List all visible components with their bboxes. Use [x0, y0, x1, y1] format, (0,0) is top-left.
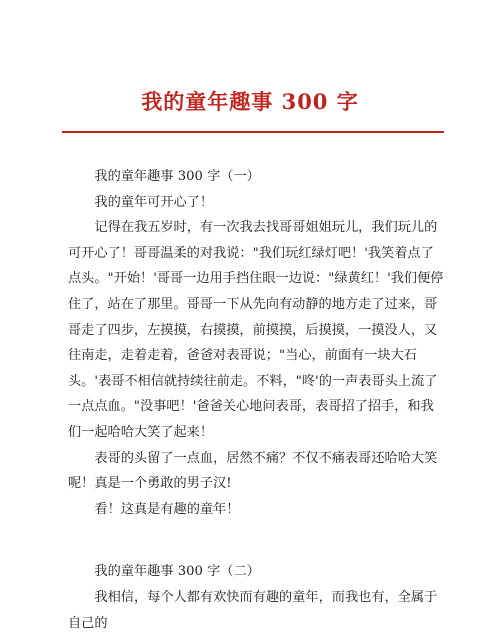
section-heading-1: 我的童年趣事 300 字（一）	[94, 169, 260, 184]
paragraph-3: 表哥的头留了一点血，居然不痛？不仅不痛表哥还哈哈大笑呢！真是一个勇敢的男子汉!	[68, 450, 438, 492]
section-heading-2: 我的童年趣事 300 字（二）	[94, 564, 260, 580]
document-body	[68, 164, 446, 636]
paragraph-1: 我的童年可开心了！	[94, 194, 214, 210]
section-spacer	[68, 522, 446, 559]
document-title: 我的童年趣事 300 字	[141, 89, 359, 114]
paragraph-5: 我相信，每个人都有欢快而有趣的童年，而我也有，全属于自己的	[68, 589, 438, 631]
paragraph-4: 看！这真是有趣的童年！	[94, 501, 240, 517]
title-divider	[62, 131, 444, 133]
paragraph-2: 记得在我五岁时，有一次我去找哥哥姐姐玩儿，我们玩儿的可开心了！哥哥温柔的对我说："我们玩红绿灯吧！'我笑着点了点头。"开始！'哥哥一边用手挡住眼一边说："绿黄红！'我们便停住了，站在了那里。哥哥一下从先向有动静的地方走了过来，哥哥走了四步，左摸摸，右摸摸，前摸摸，后摸摸，一摸没人，又往南走，走着走着，爸爸对表哥说；"当心，前面有一块大石头。'表哥不相信就持续往前走。不料，"咚'的一声表哥头上流了一点点血。"没事吧！'爸爸关心地问表哥，表哥招了招手，和我们一起哈哈大笑了起来！	[68, 220, 444, 440]
